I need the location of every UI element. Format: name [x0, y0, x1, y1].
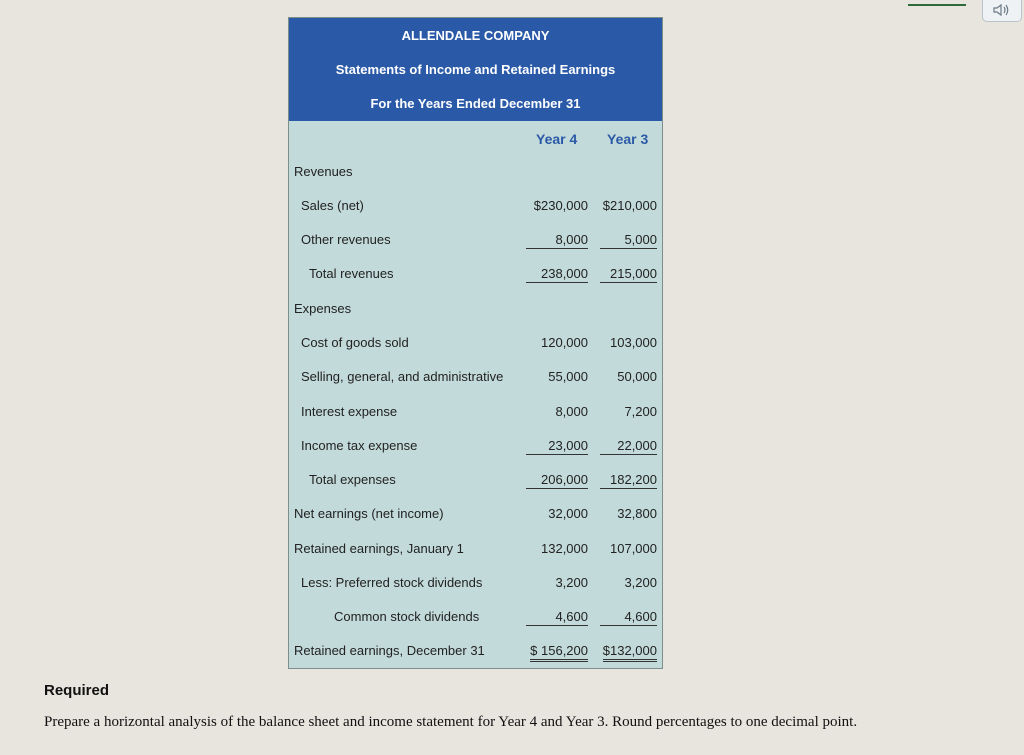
row-retained-earnings-jan1 [289, 539, 662, 559]
value-year4: 8,000 [555, 404, 588, 419]
value-year4: 132,000 [541, 541, 588, 556]
row-label: Common stock dividends [334, 609, 480, 624]
row-label: Income tax expense [301, 438, 418, 453]
column-header-year3: Year 3 [607, 131, 649, 147]
value-year4: $ 156,200 [530, 643, 588, 662]
row-cost-of-goods-sold [289, 333, 662, 353]
value-year3: 5,000 [600, 232, 657, 249]
row-income-tax-expense [289, 436, 662, 456]
value-year4: 8,000 [526, 232, 588, 249]
row-retained-earnings-dec31 [289, 641, 662, 661]
value-year3: 22,000 [600, 438, 657, 455]
row-total-expenses [289, 470, 662, 490]
value-year3: 4,600 [600, 609, 657, 626]
value-year4: 4,600 [526, 609, 588, 626]
value-year4: 3,200 [555, 575, 588, 590]
row-selling-general-admin [289, 367, 662, 387]
row-total-revenues [289, 264, 662, 284]
row-label: Total revenues [309, 266, 394, 281]
value-year3: 7,200 [624, 404, 657, 419]
row-sales-net [289, 196, 662, 216]
column-header-year4: Year 4 [536, 131, 578, 147]
income-statement-table [288, 17, 663, 669]
speaker-icon [993, 3, 1011, 17]
value-year3: 107,000 [610, 541, 657, 556]
value-year3: $210,000 [602, 198, 657, 213]
row-label: Expenses [294, 301, 352, 316]
instruction-text: Prepare a horizontal analysis of the balance sheet and income statement for Year 4 and Year 3. Round percentages to one decimal point. [44, 714, 858, 730]
value-year4: 120,000 [541, 335, 588, 350]
value-year4: 238,000 [526, 266, 588, 283]
value-year3: 3,200 [624, 575, 657, 590]
company-name: ALLENDALE COMPANY [401, 28, 550, 43]
value-year3: 182,200 [600, 472, 657, 489]
row-label: Less: Preferred stock dividends [301, 575, 483, 590]
value-year3: 50,000 [617, 369, 657, 384]
row-label: Sales (net) [301, 198, 364, 213]
value-year3: 32,800 [617, 506, 657, 521]
statement-title: Statements of Income and Retained Earnings [335, 62, 616, 77]
row-label: Cost of goods sold [301, 335, 409, 350]
row-label: Selling, general, and administrative [301, 369, 504, 384]
row-label: Interest expense [301, 404, 398, 419]
value-year3: 215,000 [600, 266, 657, 283]
value-year3: 103,000 [610, 335, 657, 350]
required-heading: Required [44, 682, 110, 699]
row-common-dividends [289, 607, 662, 627]
row-label: Revenues [294, 164, 353, 179]
statement-period: For the Years Ended December 31 [370, 96, 581, 111]
row-label: Net earnings (net income) [294, 506, 444, 521]
row-other-revenues [289, 230, 662, 250]
statement-header [289, 18, 662, 121]
row-preferred-dividends [289, 573, 662, 593]
row-net-earnings [289, 504, 662, 524]
value-year3: $132,000 [603, 643, 657, 662]
top-divider [908, 4, 966, 6]
row-revenues [289, 162, 662, 182]
value-year4: 206,000 [526, 472, 588, 489]
row-label: Retained earnings, December 31 [294, 643, 485, 658]
row-label: Other revenues [301, 232, 391, 247]
value-year4: 23,000 [526, 438, 588, 455]
row-label: Total expenses [309, 472, 396, 487]
read-aloud-button[interactable] [982, 0, 1022, 22]
value-year4: 32,000 [548, 506, 588, 521]
row-label: Retained earnings, January 1 [294, 541, 464, 556]
row-interest-expense [289, 402, 662, 422]
value-year4: $230,000 [533, 198, 588, 213]
row-expenses [289, 299, 662, 319]
value-year4: 55,000 [548, 369, 588, 384]
